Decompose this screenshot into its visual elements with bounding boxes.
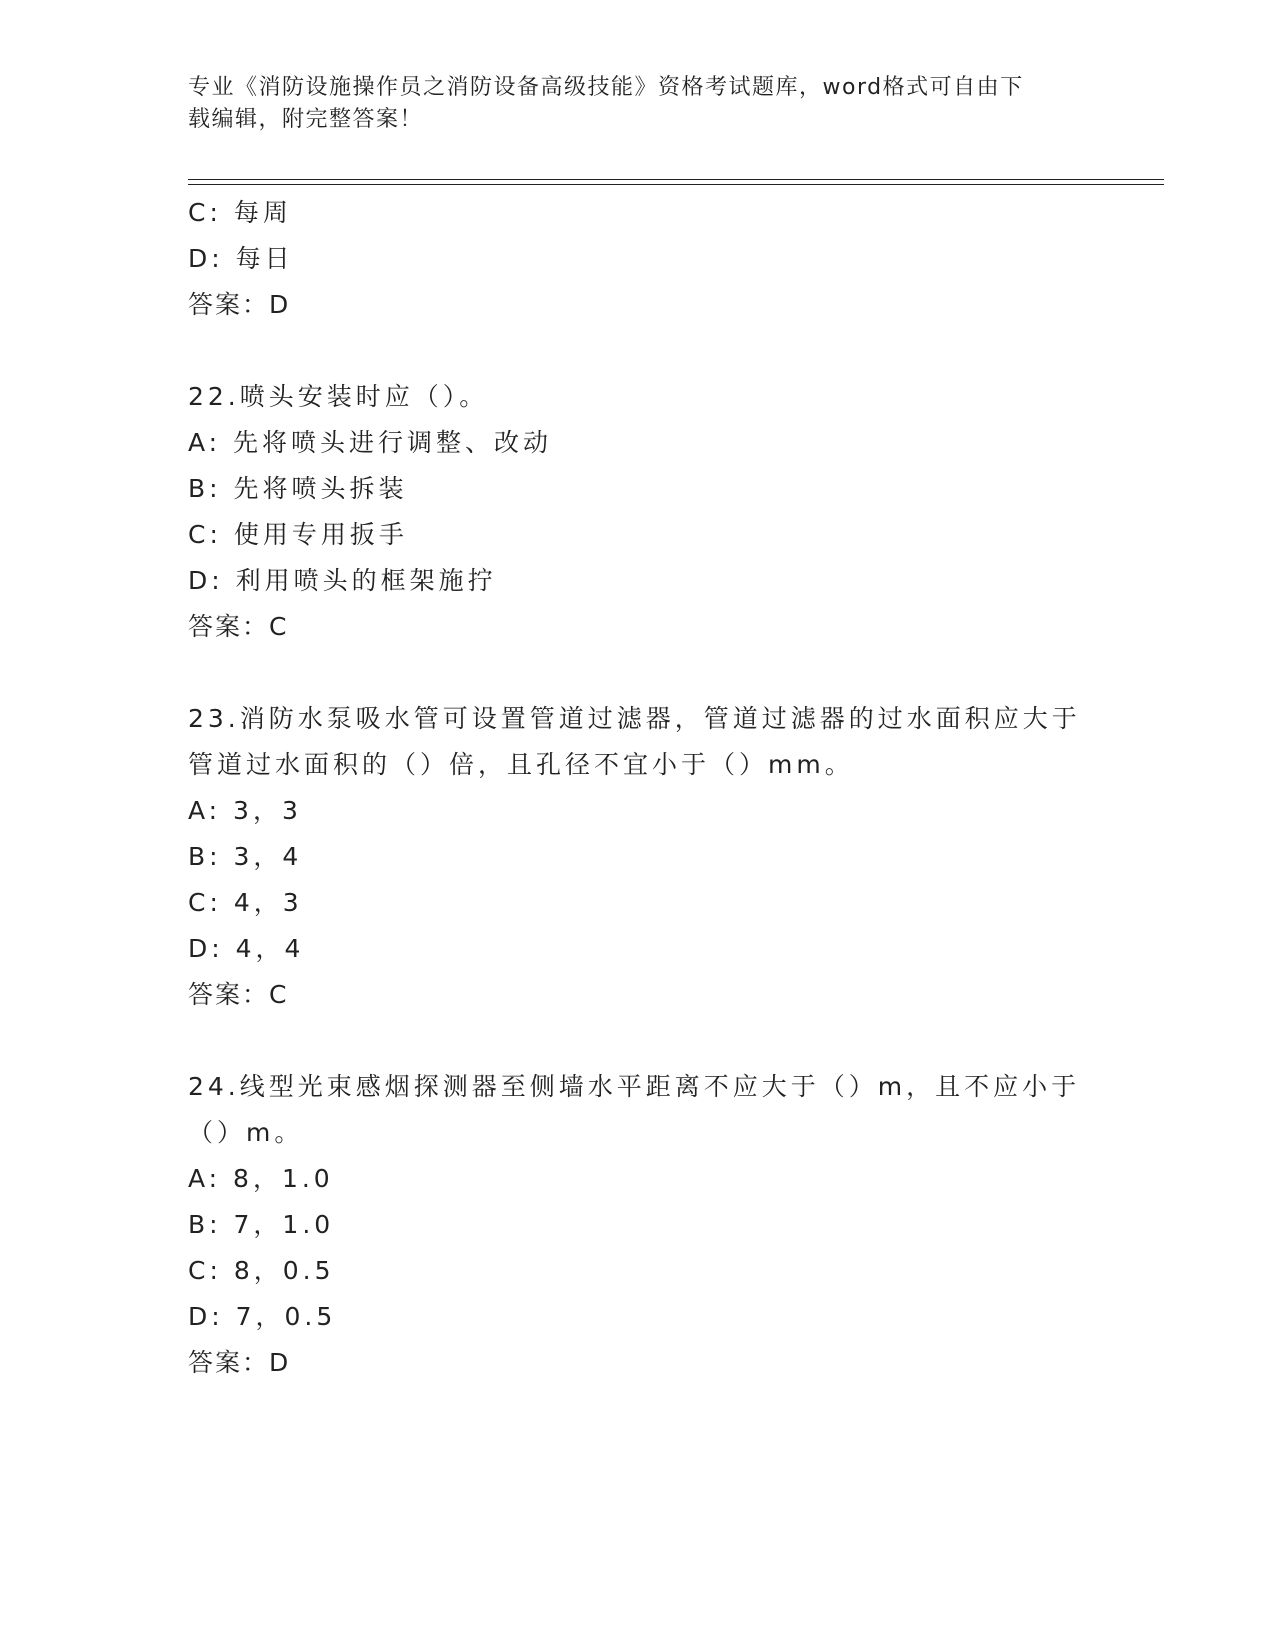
option-b: B: 7，1.0 bbox=[188, 1210, 335, 1239]
option-c: C: 8，0.5 bbox=[188, 1256, 335, 1285]
answer: 答案：C bbox=[188, 980, 289, 1009]
header-divider-top bbox=[188, 179, 1164, 180]
document-header bbox=[188, 72, 1088, 136]
option-a: A: 3，3 bbox=[188, 796, 302, 825]
question-22 bbox=[188, 374, 1118, 650]
spacer bbox=[188, 650, 1118, 696]
question-21 bbox=[188, 190, 1118, 328]
question-stem-line-2: 管道过水面积的（）倍，且孔径不宜小于（）mm。 bbox=[188, 750, 854, 779]
option-b: B: 3，4 bbox=[188, 842, 303, 871]
spacer bbox=[188, 328, 1118, 374]
question-stem-line-1: 24.线型光束感烟探测器至侧墙水平距离不应大于（）m，且不应小于 bbox=[188, 1072, 1081, 1101]
option-c: C: 4，3 bbox=[188, 888, 303, 917]
question-stem: 22.喷头安装时应（）。 bbox=[188, 382, 489, 411]
option-d: D: 7，0.5 bbox=[188, 1302, 337, 1331]
spacer bbox=[188, 1018, 1118, 1064]
question-stem-line-1: 23.消防水泵吸水管可设置管道过滤器，管道过滤器的过水面积应大于 bbox=[188, 704, 1081, 733]
option-d: D: 每日 bbox=[188, 244, 294, 273]
header-line-2: 载编辑，附完整答案！ bbox=[188, 107, 424, 132]
question-stem-line-2: （）m。 bbox=[188, 1118, 304, 1147]
option-c: C: 每周 bbox=[188, 198, 292, 227]
option-c: C: 使用专用扳手 bbox=[188, 520, 408, 549]
option-d: D: 利用喷头的框架施拧 bbox=[188, 566, 497, 595]
option-a: A: 先将喷头进行调整、改动 bbox=[188, 428, 553, 457]
answer: 答案：C bbox=[188, 612, 289, 641]
option-d: D: 4，4 bbox=[188, 934, 305, 963]
option-a: A: 8，1.0 bbox=[188, 1164, 334, 1193]
question-list bbox=[188, 190, 1118, 1386]
header-line-1: 专业《消防设施操作员之消防设备高级技能》资格考试题库，word格式可自由下 bbox=[188, 75, 1024, 100]
header-divider-bottom bbox=[188, 184, 1164, 185]
question-24 bbox=[188, 1064, 1118, 1386]
question-23 bbox=[188, 696, 1118, 1018]
answer: 答案：D bbox=[188, 290, 291, 319]
answer: 答案：D bbox=[188, 1348, 291, 1377]
option-b: B: 先将喷头拆装 bbox=[188, 474, 408, 503]
